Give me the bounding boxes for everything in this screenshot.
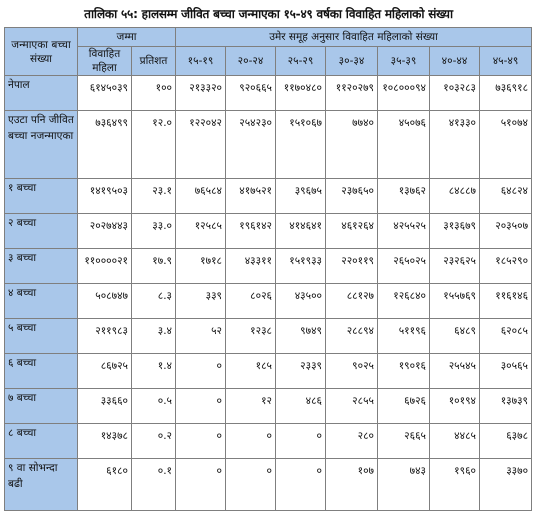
cell-age-count: ६३७८: [480, 424, 532, 459]
row-label: २ बच्चा: [5, 214, 78, 249]
table-row: [5, 76, 532, 111]
table-title: तालिका ५५: हालसम्म जीवित बच्चा जन्माएका १५-४९ वर्षका विवाहित महिलाको संख्या: [84, 7, 453, 21]
cell-age-count: ०: [176, 354, 226, 389]
cell-married-women: २११९८३: [78, 319, 132, 354]
cell-age-count: २८८९४: [326, 319, 378, 354]
cell-percent: १.४: [132, 354, 176, 389]
cell-age-count: १३७६२: [378, 179, 430, 214]
cell-percent: १००: [132, 76, 176, 111]
cell-percent: ०.२: [132, 424, 176, 459]
cell-age-count: ६७२६: [378, 389, 430, 424]
header-percent: प्रतिशत: [132, 47, 176, 76]
cell-age-count: ७७४०: [326, 111, 378, 179]
table-row: [5, 249, 532, 284]
row-label: ८ बच्चा: [5, 424, 78, 459]
cell-percent: १२.०: [132, 111, 176, 179]
cell-age-count: १९०१६: [378, 354, 430, 389]
cell-age-count: १२२०४२: [176, 111, 226, 179]
cell-age-count: ०: [226, 459, 276, 511]
cell-age-count: १२६८४०: [378, 284, 430, 319]
cell-age-count: ३१३६७९: [430, 214, 480, 249]
row-label: ४ बच्चा: [5, 284, 78, 319]
row-label: १ बच्चा: [5, 179, 78, 214]
cell-married-women: ७३६४९९: [78, 111, 132, 179]
cell-age-count: १८५२९०: [480, 249, 532, 284]
cell-age-count: २६५०२५: [378, 249, 430, 284]
cell-married-women: ६१४५०३९: [78, 76, 132, 111]
cell-age-count: ०: [276, 459, 326, 511]
table-row: [5, 389, 532, 424]
cell-age-count: ४६१२६४: [326, 214, 378, 249]
cell-age-count: ०: [176, 424, 226, 459]
cell-age-count: ९७४९: [276, 319, 326, 354]
table-row: [5, 284, 532, 319]
cell-age-count: ७४३: [378, 459, 430, 511]
header-age: ४५-४९: [480, 47, 532, 76]
cell-age-count: ४१७५२१: [226, 179, 276, 214]
header-total: जम्मा: [78, 28, 176, 47]
cell-percent: ०.१: [132, 459, 176, 511]
cell-age-count: ४२५५२५: [378, 214, 430, 249]
cell-age-count: १५१०६७: [276, 111, 326, 179]
cell-age-count: १२: [226, 389, 276, 424]
cell-age-count: २८५५: [326, 389, 378, 424]
cell-age-count: १०७: [326, 459, 378, 511]
header-age: ४०-४४: [430, 47, 480, 76]
cell-age-count: ९२०६६५: [226, 76, 276, 111]
cell-married-women: १४१९५०३: [78, 179, 132, 214]
cell-age-count: ११७०४८०: [276, 76, 326, 111]
cell-age-count: १५५७६९: [430, 284, 480, 319]
cell-age-count: ८४८८७: [430, 179, 480, 214]
cell-age-count: १०८०००९४: [378, 76, 430, 111]
cell-age-count: ५११९६: [378, 319, 430, 354]
cell-age-count: २२०११९: [326, 249, 378, 284]
row-label: ९ वा सोभन्दा बढी: [5, 459, 78, 511]
cell-percent: ०.५: [132, 389, 176, 424]
cell-age-count: ३९६७५: [276, 179, 326, 214]
row-label: ३ बच्चा: [5, 249, 78, 284]
cell-married-women: ८६७२५: [78, 354, 132, 389]
cell-age-count: ११२०२७९: [326, 76, 378, 111]
table-row: [5, 354, 532, 389]
cell-age-count: २५४२३०: [226, 111, 276, 179]
cell-percent: ३.४: [132, 319, 176, 354]
cell-married-women: ६१८०: [78, 459, 132, 511]
cell-percent: ८.३: [132, 284, 176, 319]
header-age: १५-१९: [176, 47, 226, 76]
table-row: [5, 424, 532, 459]
row-label: एउटा पनि जीवित बच्चा नजन्माएका: [5, 111, 78, 179]
cell-age-count: ४३३११: [226, 249, 276, 284]
cell-married-women: ११००००२१: [78, 249, 132, 284]
cell-married-women: २०२७४४३: [78, 214, 132, 249]
table-row: [5, 319, 532, 354]
cell-age-count: ४१३३०: [430, 111, 480, 179]
cell-percent: १७.९: [132, 249, 176, 284]
cell-age-count: २१३३२०: [176, 76, 226, 111]
cell-age-count: ७३६९१८: [480, 76, 532, 111]
cell-age-count: ७६५८४: [176, 179, 226, 214]
cell-age-count: १३७३९: [480, 389, 532, 424]
cell-age-count: ४८६: [276, 389, 326, 424]
cell-age-count: २८०: [326, 424, 378, 459]
table-row: [5, 214, 532, 249]
cell-age-count: ५२: [176, 319, 226, 354]
header-age: २५-२९: [276, 47, 326, 76]
cell-age-count: ०: [276, 424, 326, 459]
cell-age-count: ६२०८५: [480, 319, 532, 354]
cell-age-count: १०३२८३: [430, 76, 480, 111]
header-age: २०-२४: [226, 47, 276, 76]
cell-percent: २३.१: [132, 179, 176, 214]
cell-married-women: ३३६६०: [78, 389, 132, 424]
cell-age-count: ११६१४६: [480, 284, 532, 319]
cell-age-count: १०१९४: [430, 389, 480, 424]
cell-age-count: ४३५००: [276, 284, 326, 319]
cell-age-count: ३०५६५: [480, 354, 532, 389]
cell-age-count: ६४८९: [430, 319, 480, 354]
header-age: ३०-३४: [326, 47, 378, 76]
cell-age-count: ४४८५: [430, 424, 480, 459]
cell-married-women: ५०८७४७: [78, 284, 132, 319]
table-row: [5, 111, 532, 179]
cell-age-count: ५१०७४: [480, 111, 532, 179]
cell-age-count: ०: [176, 389, 226, 424]
cell-age-count: १२३८: [226, 319, 276, 354]
cell-age-count: १९६१४२: [226, 214, 276, 249]
cell-percent: ३३.०: [132, 214, 176, 249]
cell-age-count: ०: [226, 424, 276, 459]
cell-age-count: ६४८२४: [480, 179, 532, 214]
cell-age-count: ३३९: [176, 284, 226, 319]
cell-age-count: १५१९३३: [276, 249, 326, 284]
header-married-women: विवाहित महिला: [78, 47, 132, 76]
cell-age-count: १८५: [226, 354, 276, 389]
cell-age-count: ८८१२७: [326, 284, 378, 319]
cell-age-count: ०: [176, 459, 226, 511]
header-age: ३५-३९: [378, 47, 430, 76]
married-women-table: [4, 27, 532, 511]
cell-age-count: ४५०७६: [378, 111, 430, 179]
row-label: नेपाल: [5, 76, 78, 111]
header-children-count: जन्माएका बच्चा संख्या: [5, 28, 78, 76]
row-label: ७ बच्चा: [5, 389, 78, 424]
cell-age-count: ४१४६४१: [276, 214, 326, 249]
table-row: [5, 459, 532, 511]
cell-age-count: १९६०: [430, 459, 480, 511]
header-age-group: उमेर समूह अनुसार विवाहित महिलाको संख्या: [176, 28, 532, 47]
cell-married-women: १४३७८: [78, 424, 132, 459]
cell-age-count: २३७६५०: [326, 179, 378, 214]
cell-age-count: १२५८५: [176, 214, 226, 249]
cell-age-count: २६६५: [378, 424, 430, 459]
row-label: ६ बच्चा: [5, 354, 78, 389]
cell-age-count: १७१८: [176, 249, 226, 284]
cell-age-count: ३३७०: [480, 459, 532, 511]
cell-age-count: ८०२६: [226, 284, 276, 319]
cell-age-count: २०३५०७: [480, 214, 532, 249]
row-label: ५ बच्चा: [5, 319, 78, 354]
cell-age-count: २५५४५: [430, 354, 480, 389]
cell-age-count: २३३९: [276, 354, 326, 389]
cell-age-count: ९०२५: [326, 354, 378, 389]
cell-age-count: २३२६२५: [430, 249, 480, 284]
table-row: [5, 179, 532, 214]
